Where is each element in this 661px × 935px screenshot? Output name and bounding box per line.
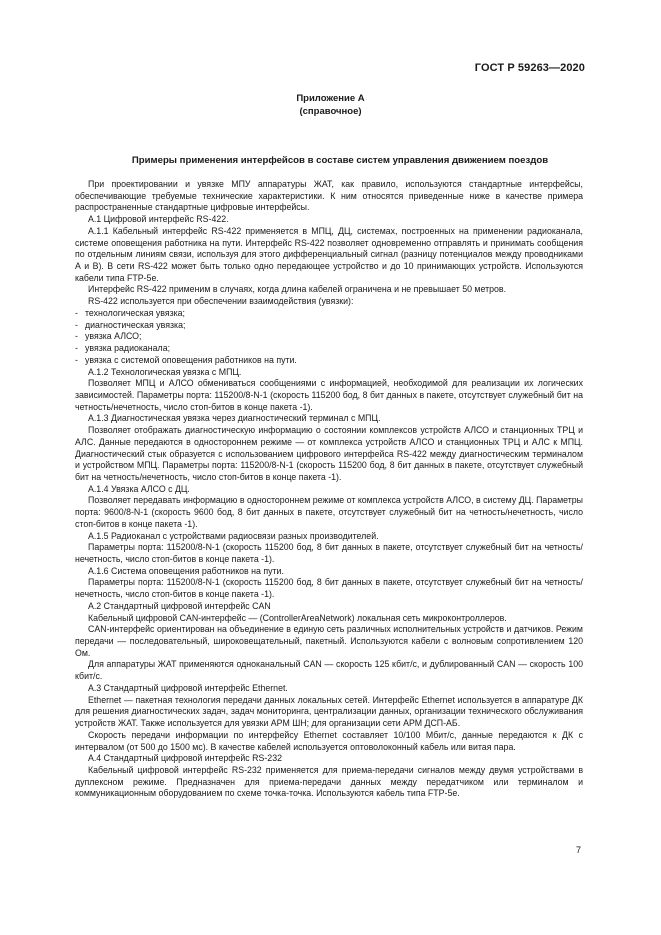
paragraph: Интерфейс RS-422 применим в случаях, когда длина кабелей ограничена и не превышает 50 метров. (88, 284, 507, 295)
document-number: ГОСТ Р 59263—2020 (474, 62, 585, 74)
paragraph: А.1.1 Кабельный интерфейс RS-422 применяется в МПЦ, ДЦ, системах, построенных на применении радиоканала, системе оповещения работника на пути. Интерфейс RS-422 позволяет одновременно отправлять и принимать сообщения по отдельным линиям связи, используя для этого дифференциальный сигнал (разницу потенциалов между проводниками А и В). В сети RS-422 может быть только одно передающее устройство и до 10 принимающих устройств. Используются кабели типа FTP-5e. (75, 225, 583, 283)
section-heading: А.2 Стандартный цифровой интерфейс CAN (88, 600, 271, 611)
body-text (75, 179, 583, 800)
list-item: - увязка радиоканала; (75, 343, 171, 354)
list-item-text: увязка АЛСО; (85, 331, 142, 342)
list-item: - увязка с системой оповещения работников на пути. (75, 354, 297, 365)
list-item-text: диагностическая увязка; (85, 319, 186, 330)
list-item: - диагностическая увязка; (75, 319, 186, 330)
paragraph: При проектировании и увязке МПУ аппаратуры ЖАТ, как правило, используются стандартные интерфейсы, обеспечивающие требуемые технические характеристики. К ним относятся приведенные ниже в качестве примера распространенные стандартные цифровые интерфейсы. (75, 179, 583, 213)
paragraph: CAN-интерфейс ориентирован на объединение в единую сеть различных исполнительных устройств и датчиков. Режим передачи — последовательный, широковещательный, пакетный. Используются кабели с волновым сопротивлением 120 Ом. (75, 624, 583, 658)
paragraph: Позволяет передавать информацию в одностороннем режиме от комплекса устройств АЛСО, в систему ДЦ. Параметры порта: 9600/8-N-1 (скорость 9600 бод, 8 бит данных в пакете, отсутствует служебный бит на четность/нечетность, число стоп-битов в конце пакета -1). (75, 495, 583, 529)
section-heading: А.4 Стандартный цифровой интерфейс RS-232 (88, 753, 282, 764)
appendix-type: (справочное) (299, 106, 362, 117)
appendix-label: Приложение А (296, 93, 365, 104)
list-item: - технологическая увязка; (75, 307, 185, 318)
paragraph: Позволяет МПЦ и АЛСО обмениваться сообщениями с информацией, необходимой для реализации их логических зависимостей. Параметры порта: 115200/8-N-1 (скорость 115200 бод, 8 бит данных в пакете, отсутствует служебный бит на четность/нечетность, число стоп-битов в конце пакета -1). (75, 378, 583, 412)
list-item: - увязка АЛСО; (75, 331, 142, 342)
section-heading: А.3 Стандартный цифровой интерфейс Ethernet. (88, 682, 288, 693)
section-heading: А.1.5 Радиоканал с устройствами радиосвязи разных производителей. (88, 530, 379, 541)
section-heading: А.1.2 Технологическая увязка с МПЦ. (88, 366, 242, 377)
list-item-text: увязка с системой оповещения работников на пути. (85, 354, 297, 365)
section-heading: А.1.4 Увязка АЛСО с ДЦ. (88, 483, 190, 494)
paragraph: Ethernet — пакетная технология передачи данных локальных сетей. Интерфейс Ethernet используется в аппаратуре ДК для решения диагностических задач, задач мониторинга, централизации данных, организации технического обслуживания устройств ЖАТ. Также используется для увязки АРМ ШН; для организации сети АРМ ДСП-АБ. (75, 694, 583, 729)
paragraph: Кабельный цифровой CAN-интерфейс — (ControllerAreaNetwork) локальная сеть микроконтроллеров. (88, 612, 507, 623)
paragraph: Параметры порта: 115200/8-N-1 (скорость 115200 бод, 8 бит данных в пакете, отсутствует служебный бит на четность/нечетность, число стоп-битов в конце пакета -1). (75, 577, 583, 600)
paragraph: Позволяет отображать диагностическую информацию о состоянии комплексов устройств АЛСО и станционных ТРЦ и АЛС. Данные передаются в одностороннем режиме — от комплекса устройств АЛСО и станционных ТРЦ и АЛС к МПЦ. Диагностический стык образуется с использованием цифрового интерфейса RS-422 между диагностическим терминалом и устройством МПЦ. Параметры порта: 115200/8-N-1 (скорость 115200 бод, 8 бит данных в пакете, отсутствует служебный бит на четность/нечетность, число стоп-битов в конце пакета -1). (75, 425, 583, 482)
section-heading: А.1.3 Диагностическая увязка через диагностический терминал с МПЦ. (88, 413, 381, 424)
paragraph: Скорость передачи информации по интерфейсу Ethernet составляет 10/100 Мбит/с, данные передаются к ДК с интервалом (от 500 до 1500 мс). В качестве кабелей используется оптоволоконный кабель или витая пара. (75, 729, 583, 752)
paragraph: RS-422 используется при обеспечении взаимодействия (увязки): (88, 296, 354, 307)
section-heading: А.1 Цифровой интерфейс RS-422. (88, 214, 229, 225)
section-heading: А.1.6 Система оповещения работников на пути. (88, 565, 284, 576)
list-item-text: увязка радиоканала; (85, 343, 171, 354)
list-item-text: технологическая увязка; (85, 307, 185, 318)
appendix-title: Примеры применения интерфейсов в составе систем управления движением поездов (131, 155, 549, 166)
page-number: 7 (576, 845, 582, 855)
paragraph: Кабельный цифровой интерфейс RS-232 применяется для приема-передачи сигналов между двумя устройствами в дуплексном режиме. Предназначен для приема-передачи данных между передатчиком или терминалом и коммуникационным оборудованием по схеме точка-точка. Используются кабель типа FTP-5е. (75, 764, 583, 799)
paragraph: Параметры порта: 115200/8-N-1 (скорость 115200 бод, 8 бит данных в пакете, отсутствует служебный бит на четность/нечетность, число стоп-битов в конце пакета -1). (75, 542, 583, 564)
paragraph: Для аппаратуры ЖАТ применяются одноканальный CAN — скорость 125 кбит/с, и дублированный CAN — скорость 100 кбит/с. (75, 659, 583, 682)
